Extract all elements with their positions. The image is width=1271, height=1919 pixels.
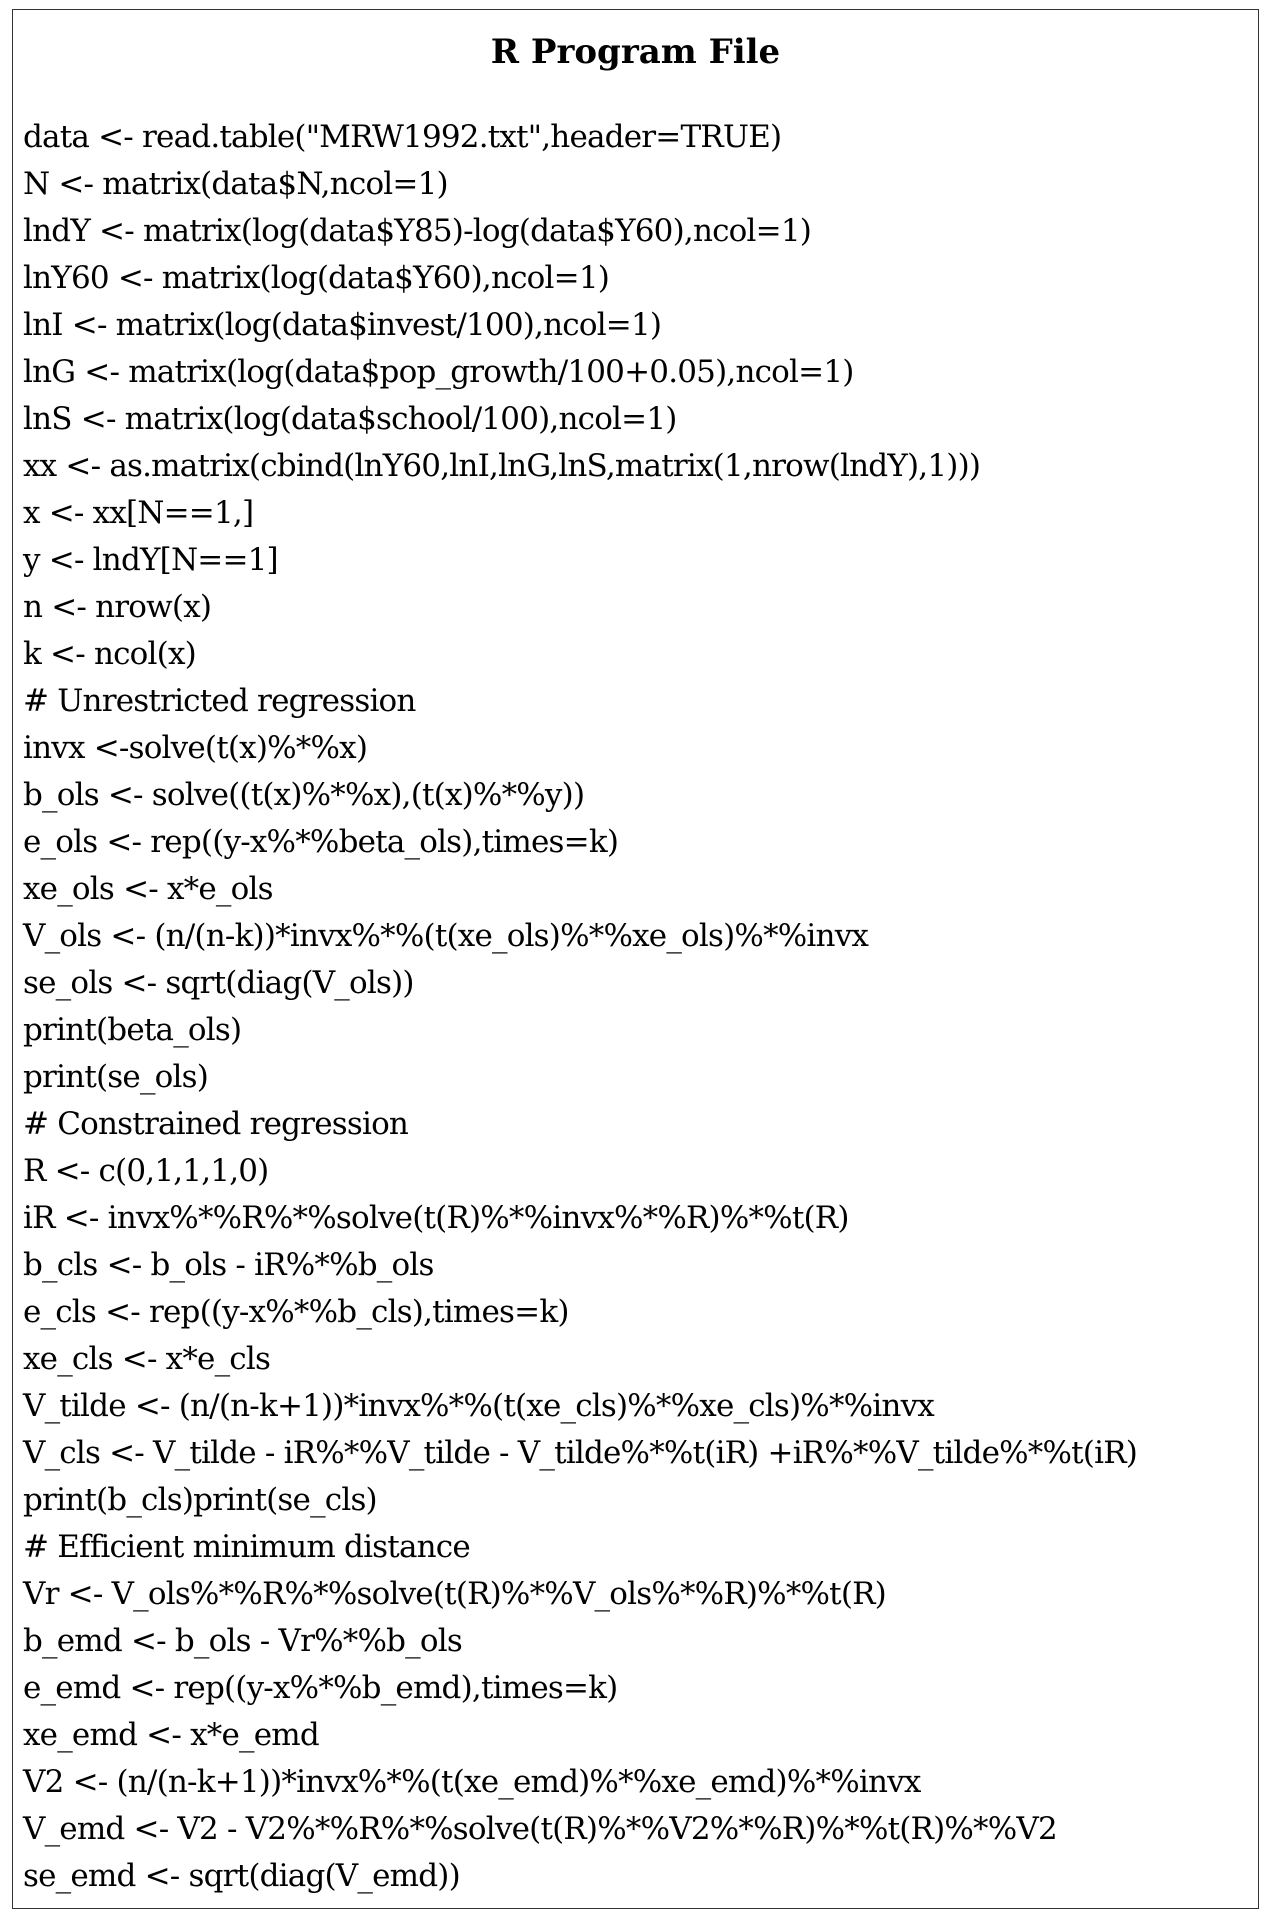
code-line: e_emd <- rep((y-x%*%b_emd),times=k) [23,1670,618,1706]
code-line: lndY <- matrix(log(data$Y85)-log(data$Y60),ncol=1) [23,213,812,249]
code-line: b_ols <- solve((t(x)%*%x),(t(x)%*%y)) [23,777,585,813]
code-comment-line: # Constrained regression [23,1106,409,1142]
code-line: lnI <- matrix(log(data$invest/100),ncol=1) [23,307,662,343]
code-comment-line: # Unrestricted regression [23,683,416,719]
code-line: xe_emd <- x*e_emd [23,1717,319,1753]
code-line: Vr <- V_ols%*%R%*%solve(t(R)%*%V_ols%*%R)%*%t(R) [23,1576,886,1612]
code-line: N <- matrix(data$N,ncol=1) [23,166,448,202]
code-line: b_cls <- b_ols - iR%*%b_ols [23,1247,434,1283]
code-line: se_ols <- sqrt(diag(V_ols)) [23,965,414,1001]
code-line: x <- xx[N==1,] [23,495,254,531]
code-line: data <- read.table("MRW1992.txt",header=TRUE) [23,119,782,155]
code-line: V_tilde <- (n/(n-k+1))*invx%*%(t(xe_cls)%*%xe_cls)%*%invx [23,1388,934,1424]
code-line: print(se_ols) [23,1059,209,1095]
code-line: V_emd <- V2 - V2%*%R%*%solve(t(R)%*%V2%*%R)%*%t(R)%*%V2 [23,1811,1057,1847]
code-line: e_ols <- rep((y-x%*%beta_ols),times=k) [23,824,619,860]
code-line: invx <-solve(t(x)%*%x) [23,730,368,766]
code-line: xx <- as.matrix(cbind(lnY60,lnI,lnG,lnS,matrix(1,nrow(lndY),1))) [23,448,981,484]
code-line: lnS <- matrix(log(data$school/100),ncol=1) [23,401,677,437]
program-listing-box [12,9,1259,1909]
code-listing [23,114,1137,1900]
code-line: V2 <- (n/(n-k+1))*invx%*%(t(xe_emd)%*%xe_emd)%*%invx [23,1764,921,1800]
code-line: print(b_cls)print(se_cls) [23,1482,377,1518]
code-line: k <- ncol(x) [23,636,196,672]
code-line: V_cls <- V_tilde - iR%*%V_tilde - V_tilde%*%t(iR) +iR%*%V_tilde%*%t(iR) [23,1435,1138,1471]
code-line: y <- lndY[N==1] [23,542,278,578]
code-line: print(beta_ols) [23,1012,242,1048]
code-line: b_emd <- b_ols - Vr%*%b_ols [23,1623,462,1659]
code-comment-line: # Efficient minimum distance [23,1529,470,1565]
code-line: n <- nrow(x) [23,589,212,625]
code-line: R <- c(0,1,1,1,0) [23,1153,269,1189]
code-line: e_cls <- rep((y-x%*%b_cls),times=k) [23,1294,569,1330]
code-line: se_emd <- sqrt(diag(V_emd)) [23,1858,460,1894]
listing-title: R Program File [490,32,781,72]
code-line: lnG <- matrix(log(data$pop_growth/100+0.05),ncol=1) [23,354,854,390]
code-line: lnY60 <- matrix(log(data$Y60),ncol=1) [23,260,610,296]
code-line: xe_ols <- x*e_ols [23,871,273,907]
code-line: iR <- invx%*%R%*%solve(t(R)%*%invx%*%R)%*%t(R) [23,1200,849,1236]
code-line: xe_cls <- x*e_cls [23,1341,271,1377]
code-line: V_ols <- (n/(n-k))*invx%*%(t(xe_ols)%*%xe_ols)%*%invx [23,918,869,954]
